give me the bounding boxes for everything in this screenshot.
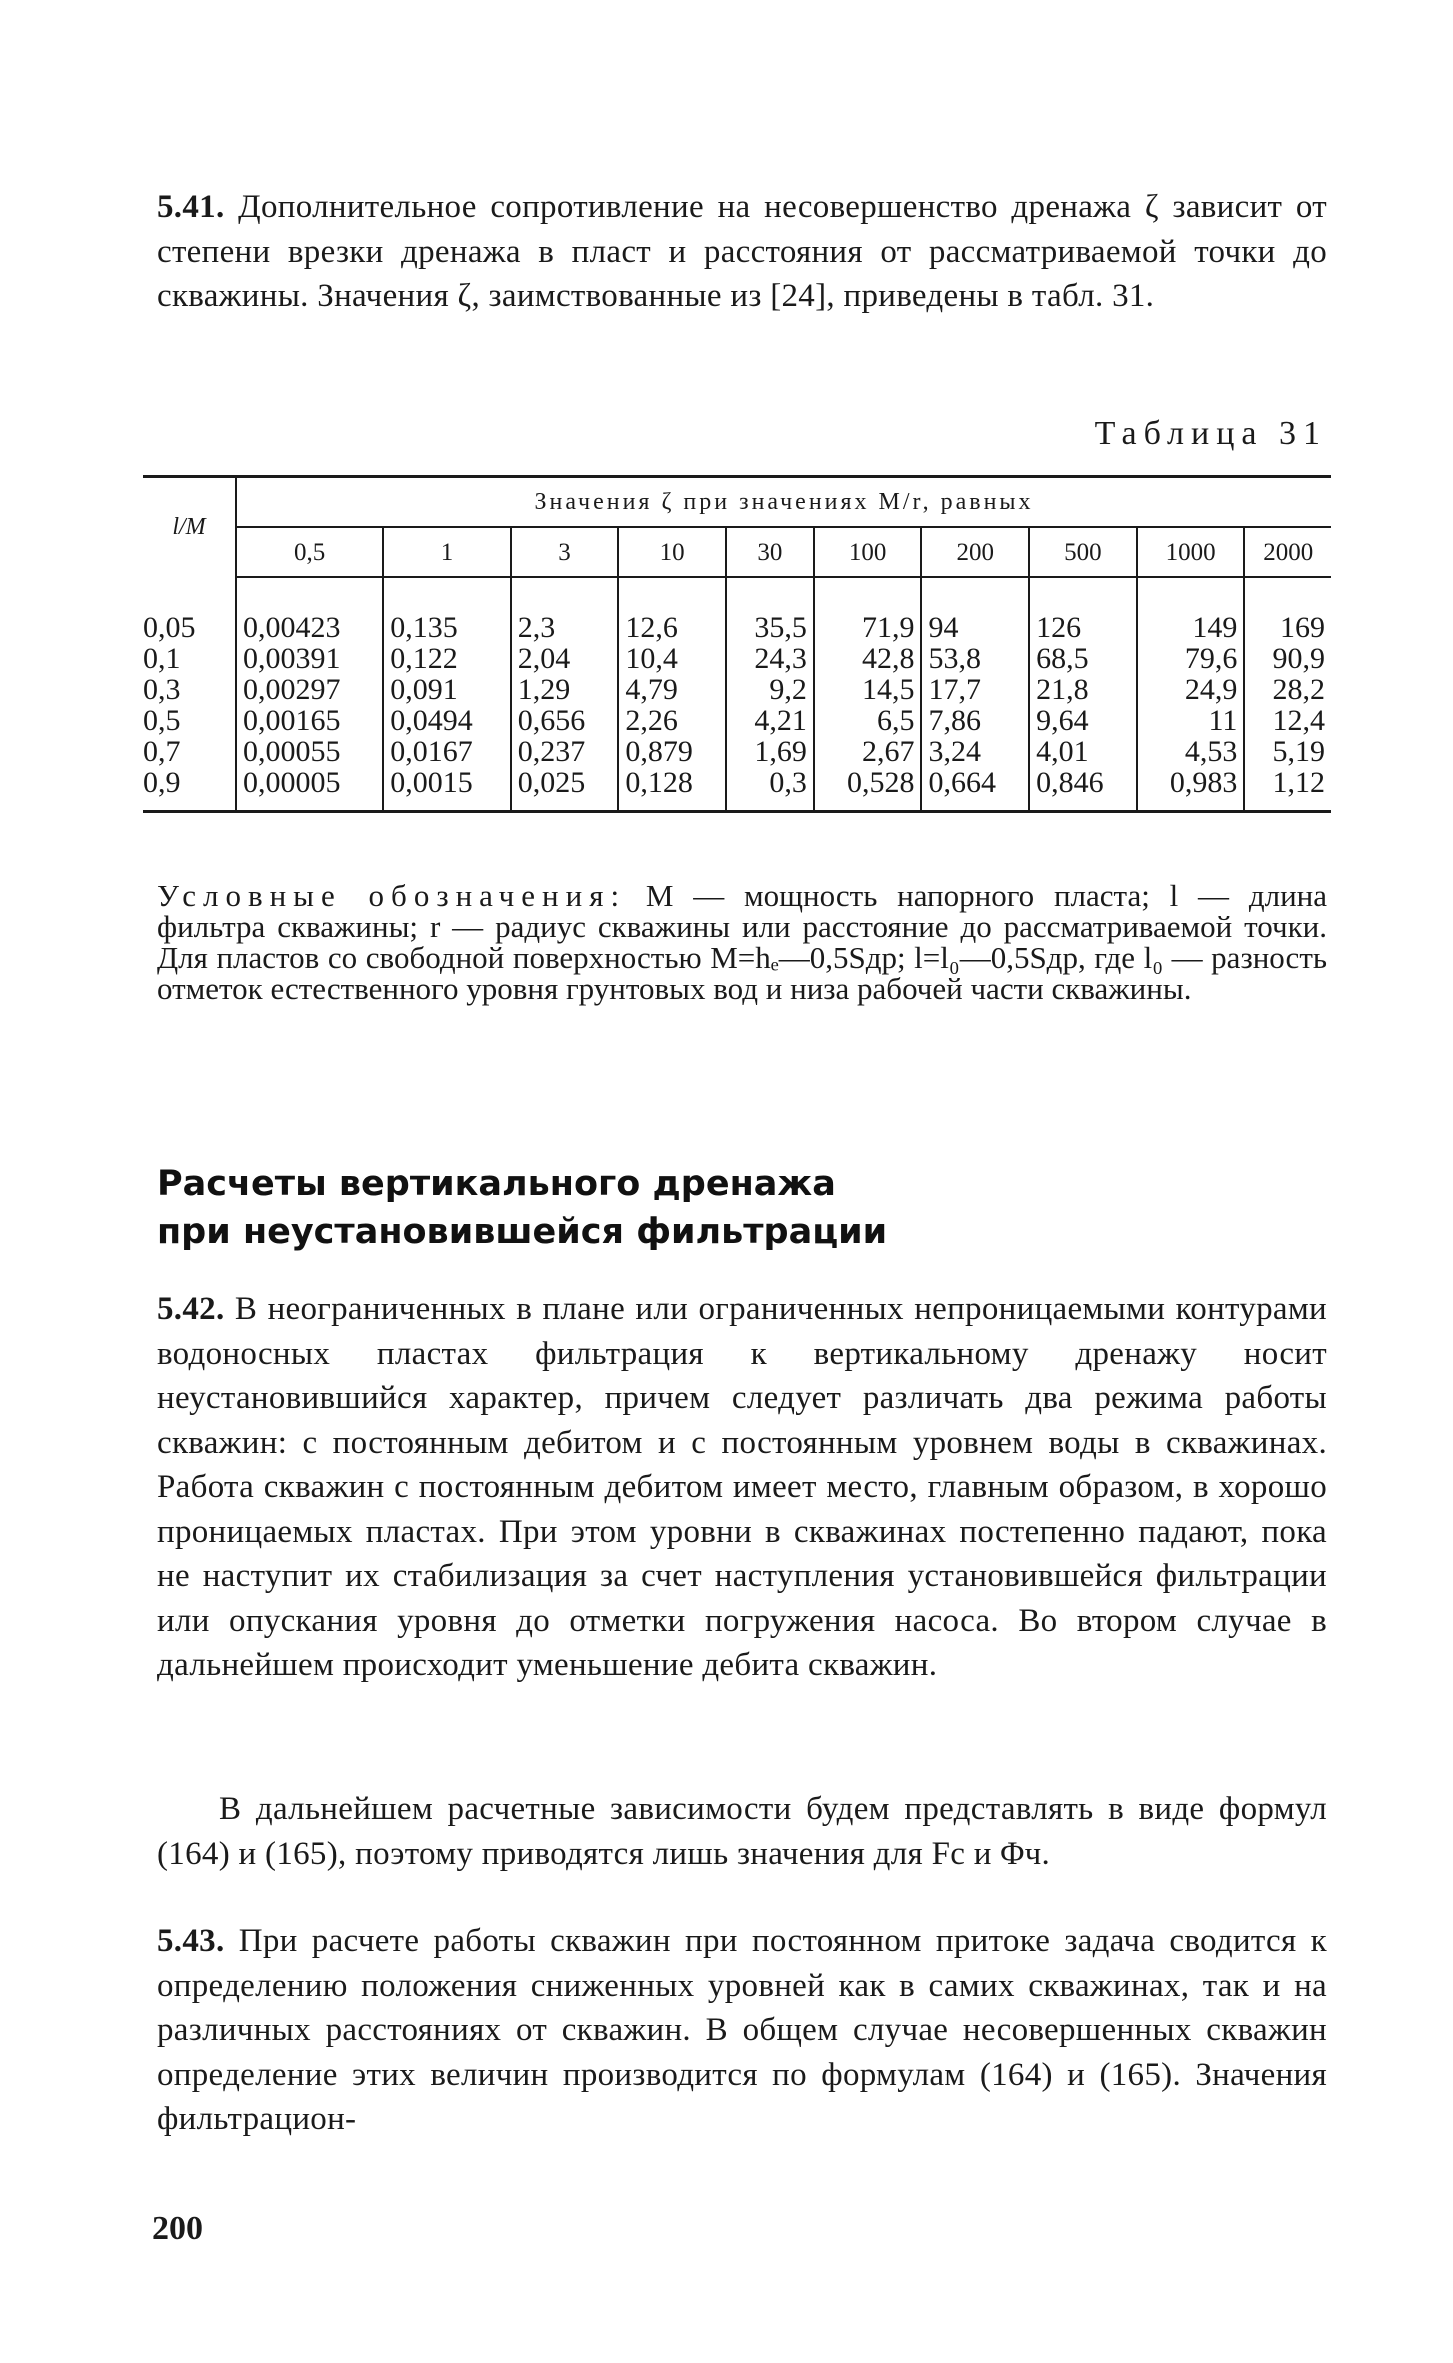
table-cell: 0,00005 bbox=[236, 767, 383, 812]
section-heading bbox=[157, 1160, 1157, 1256]
table-row bbox=[143, 705, 1331, 736]
column-header: 100 bbox=[814, 527, 922, 577]
column-header: 500 bbox=[1029, 527, 1137, 577]
column-header: 0,5 bbox=[236, 527, 383, 577]
table-row bbox=[143, 643, 1331, 674]
paragraph-text: При расчете работы скважин при постоянном притоке задача сводится к определению положения сниженных уровней как в самих скважинах, так и на различных расстояниях от скважин. В общем случае несовершенных скважин определение этих величин производится по формулам (164) и (165). Значения фильтрацион- bbox=[157, 1923, 1327, 2137]
table-cell: 0,846 bbox=[1029, 767, 1137, 812]
table-cell: 53,8 bbox=[921, 643, 1029, 674]
table-cell: 24,3 bbox=[726, 643, 814, 674]
paragraph-text: Дополнительное сопротивление на несовершенство дренажа ζ зависит от степени врезки дренажа в пласт и расстояния от рассматриваемой точки до скважины. Значения ζ, заимствованные из [24], приведены в табл. 31. bbox=[157, 189, 1327, 314]
table-row bbox=[143, 674, 1331, 705]
row-label-cell: 0,9 bbox=[143, 767, 236, 812]
table-cell: 4,01 bbox=[1029, 736, 1137, 767]
table-cell: 79,6 bbox=[1137, 643, 1245, 674]
table-cell: 28,2 bbox=[1244, 674, 1331, 705]
table-cell: 42,8 bbox=[814, 643, 922, 674]
table-cell: 149 bbox=[1137, 577, 1245, 643]
table-cell: 1,69 bbox=[726, 736, 814, 767]
table-cell: 0,00391 bbox=[236, 643, 383, 674]
heading-line-2: при неустановившейся фильтрации bbox=[157, 1212, 888, 1252]
row-label-cell: 0,7 bbox=[143, 736, 236, 767]
table-cell: 2,67 bbox=[814, 736, 922, 767]
page-number: 200 bbox=[152, 2210, 203, 2247]
table-cell: 3,24 bbox=[921, 736, 1029, 767]
legend-text: M — мощность напорного пласта; l — длина фильтра скважины; r — радиус скважины или расстояние до рассматриваемой точки. Для пластов со свободной поверхностью M=hₑ—0,5Sдр; l=l₀—0,5Sдр, где l₀ — разность отметок естественного уровня грунтовых вод и низа рабочей части скважины. bbox=[157, 878, 1328, 1006]
column-header-row bbox=[143, 527, 1331, 577]
table-cell: 71,9 bbox=[814, 577, 922, 643]
table-cell: 0,0167 bbox=[383, 736, 510, 767]
table-cell: 0,091 bbox=[383, 674, 510, 705]
row-label-cell: 0,1 bbox=[143, 643, 236, 674]
table-caption: Таблица 31 bbox=[1094, 415, 1327, 452]
table-cell: 169 bbox=[1244, 577, 1331, 643]
column-header: 1000 bbox=[1137, 527, 1245, 577]
row-label-cell: 0,5 bbox=[143, 705, 236, 736]
table-cell: 12,6 bbox=[618, 577, 726, 643]
table-cell: 35,5 bbox=[726, 577, 814, 643]
paragraph-5-43 bbox=[157, 1919, 1327, 2142]
table-cell: 1,12 bbox=[1244, 767, 1331, 812]
table-cell: 0,00055 bbox=[236, 736, 383, 767]
table-31 bbox=[143, 475, 1331, 813]
table-cell: 0,656 bbox=[511, 705, 619, 736]
table-cell: 0,528 bbox=[814, 767, 922, 812]
table-cell: 0,983 bbox=[1137, 767, 1245, 812]
table-row bbox=[143, 767, 1331, 812]
table-cell: 4,21 bbox=[726, 705, 814, 736]
paragraph-5-42-continued: В дальнейшем расчетные зависимости будем представлять в виде формул (164) и (165), поэтому приводятся лишь значения для Fс и Φч. bbox=[157, 1791, 1327, 1872]
column-header: 30 bbox=[726, 527, 814, 577]
row-label-cell: 0,3 bbox=[143, 674, 236, 705]
row-header-lm: l/M bbox=[143, 477, 236, 578]
table-cell: 6,5 bbox=[814, 705, 922, 736]
table-cell: 2,04 bbox=[511, 643, 619, 674]
column-header: 200 bbox=[921, 527, 1029, 577]
table-cell: 2,26 bbox=[618, 705, 726, 736]
span-header: Значения ζ при значениях M/r, равных bbox=[236, 477, 1331, 528]
table-cell: 9,64 bbox=[1029, 705, 1137, 736]
table-cell: 2,3 bbox=[511, 577, 619, 643]
table-cell: 0,135 bbox=[383, 577, 510, 643]
table-cell: 7,86 bbox=[921, 705, 1029, 736]
table-cell: 24,9 bbox=[1137, 674, 1245, 705]
table-cell: 17,7 bbox=[921, 674, 1029, 705]
table-legend bbox=[157, 880, 1327, 1004]
paragraph-number: 5.41. bbox=[157, 189, 225, 225]
table-cell: 0,237 bbox=[511, 736, 619, 767]
table-cell: 0,025 bbox=[511, 767, 619, 812]
paragraph-5-42 bbox=[157, 1287, 1327, 1688]
table-cell: 126 bbox=[1029, 577, 1137, 643]
table-cell: 0,0494 bbox=[383, 705, 510, 736]
paragraph-number: 5.43. bbox=[157, 1923, 225, 1959]
table-cell: 90,9 bbox=[1244, 643, 1331, 674]
table-cell: 94 bbox=[921, 577, 1029, 643]
paragraph-number: 5.42. bbox=[157, 1291, 225, 1327]
table-cell: 0,879 bbox=[618, 736, 726, 767]
table-cell: 10,4 bbox=[618, 643, 726, 674]
column-header: 3 bbox=[511, 527, 619, 577]
table-cell: 1,29 bbox=[511, 674, 619, 705]
table-cell: 0,122 bbox=[383, 643, 510, 674]
row-label-cell: 0,05 bbox=[143, 577, 236, 643]
table-cell: 68,5 bbox=[1029, 643, 1137, 674]
table-cell: 9,2 bbox=[726, 674, 814, 705]
heading-line-1: Расчеты вертикального дренажа bbox=[157, 1164, 836, 1204]
table-cell: 0,664 bbox=[921, 767, 1029, 812]
table-row bbox=[143, 577, 1331, 643]
table-cell: 0,3 bbox=[726, 767, 814, 812]
table-cell: 4,79 bbox=[618, 674, 726, 705]
column-header: 10 bbox=[618, 527, 726, 577]
column-header: 2000 bbox=[1244, 527, 1331, 577]
table-body bbox=[143, 577, 1331, 812]
table-cell: 0,00423 bbox=[236, 577, 383, 643]
column-header: 1 bbox=[383, 527, 510, 577]
table-cell: 0,00297 bbox=[236, 674, 383, 705]
table-row bbox=[143, 736, 1331, 767]
paragraph-5-41 bbox=[157, 185, 1327, 319]
table-cell: 5,19 bbox=[1244, 736, 1331, 767]
paragraph-text: В неограниченных в плане или ограниченных непроницаемыми контурами водоносных пластах фильтрация к вертикальному дренажу носит неустановившийся характер, причем следует различать два режима работы скважин: с постоянным дебитом и с постоянным уровнем воды в скважинах. Работа скважин с постоянным дебитом имеет место, главным образом, в хорошо проницаемых пластах. При этом уровни в скважинах постепенно падают, пока не наступит их стабилизация за счет наступления установившейся фильтрации или опускания уровня до отметки погружения насоса. Во втором случае в дальнейшем происходит уменьшение дебита скважин. bbox=[157, 1291, 1328, 1683]
table-cell: 0,00165 bbox=[236, 705, 383, 736]
table-cell: 11 bbox=[1137, 705, 1245, 736]
table-cell: 0,0015 bbox=[383, 767, 510, 812]
table-cell: 14,5 bbox=[814, 674, 922, 705]
legend-label: Условные обозначения: bbox=[157, 878, 627, 913]
table-cell: 0,128 bbox=[618, 767, 726, 812]
table-cell: 21,8 bbox=[1029, 674, 1137, 705]
table-cell: 4,53 bbox=[1137, 736, 1245, 767]
table-cell: 12,4 bbox=[1244, 705, 1331, 736]
